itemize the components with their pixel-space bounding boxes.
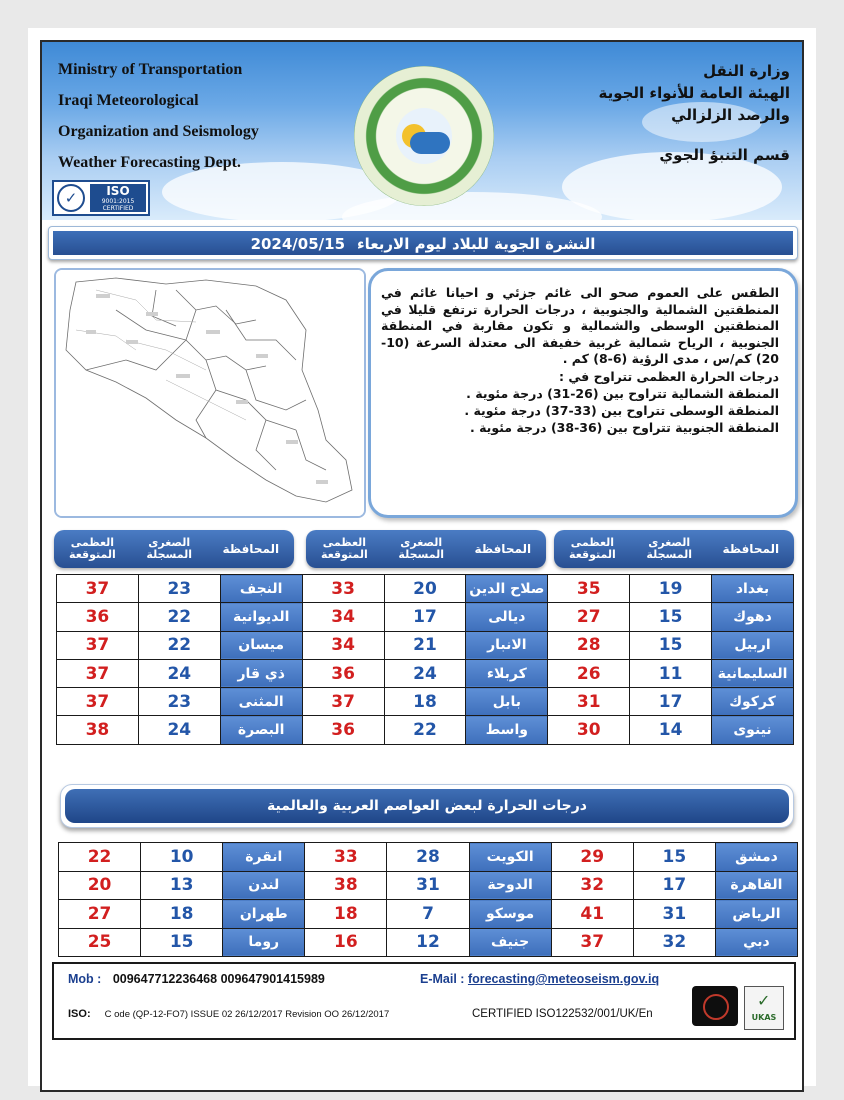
location-name: ديالى — [466, 603, 548, 631]
location-name: واسط — [466, 716, 548, 744]
max-temperature: 30 — [548, 716, 630, 744]
location-name: بغداد — [712, 575, 794, 603]
min-temperature: 23 — [138, 575, 220, 603]
max-temperature: 28 — [548, 631, 630, 659]
min-temperature: 24 — [138, 716, 220, 744]
capital-row — [59, 900, 798, 929]
iraq-map-svg — [56, 270, 364, 516]
header-min: الصغرى المسجلة — [398, 536, 444, 561]
location-name: دمشق — [715, 843, 797, 872]
max-temperature: 38 — [57, 716, 139, 744]
max-temperature: 41 — [551, 900, 633, 929]
location-name: الديوانية — [220, 603, 302, 631]
english-org-name — [58, 56, 259, 180]
province-header-group-3 — [54, 530, 294, 568]
province-row — [57, 631, 794, 659]
max-temperature: 27 — [59, 900, 141, 929]
forecast-line: درجات الحرارة العظمى تتراوح في : — [559, 368, 779, 384]
max-temperature: 37 — [57, 688, 139, 716]
location-name: اربيل — [712, 631, 794, 659]
header-province: المحافظة — [222, 542, 280, 556]
header-max: العظمى المتوقعة — [569, 536, 616, 561]
province-header-group-2 — [306, 530, 546, 568]
max-temperature: 36 — [302, 659, 384, 687]
province-temperature-table — [56, 574, 794, 745]
organization-logo — [354, 66, 494, 206]
min-temperature: 15 — [630, 631, 712, 659]
logo-weather-icon — [396, 108, 452, 164]
min-temperature: 15 — [630, 603, 712, 631]
location-name: الانبار — [466, 631, 548, 659]
max-temperature: 22 — [59, 843, 141, 872]
max-temperature: 36 — [57, 603, 139, 631]
min-temperature: 22 — [138, 603, 220, 631]
max-temperature: 18 — [305, 900, 387, 929]
province-row — [57, 688, 794, 716]
min-temperature: 22 — [384, 716, 466, 744]
min-temperature: 12 — [387, 928, 469, 957]
arabic-line: الهيئة العامة للأنواء الجوية — [598, 84, 790, 102]
english-line: Organization and Seismology — [58, 123, 259, 140]
location-name: انقرة — [223, 843, 305, 872]
location-name: طهران — [223, 900, 305, 929]
max-temperature: 27 — [548, 603, 630, 631]
certification-text: CERTIFIED ISO122532/001/UK/En — [472, 1008, 653, 1020]
capitals-title-bar — [60, 784, 794, 828]
location-name: ميسان — [220, 631, 302, 659]
max-temperature: 37 — [302, 688, 384, 716]
forecast-line: المنطقة الشمالية تتراوح بين (26-31) درجة مئوية . — [466, 385, 779, 401]
min-temperature: 17 — [630, 688, 712, 716]
arabic-line: قسم التنبؤ الجوي — [659, 146, 790, 164]
location-name: صلاح الدين — [466, 575, 548, 603]
location-name: لندن — [223, 871, 305, 900]
min-temperature: 23 — [138, 688, 220, 716]
bulletin-title: النشرة الجوية للبلاد ليوم الاربعاء — [357, 235, 596, 253]
mobile-numbers: 009647712236468 009647901415989 — [112, 972, 325, 986]
location-name: الرياض — [715, 900, 797, 929]
checkmark-icon: ✓ — [57, 184, 85, 212]
min-temperature: 7 — [387, 900, 469, 929]
iso-mark: ISO — [106, 184, 130, 198]
min-temperature: 13 — [141, 871, 223, 900]
location-name: البصرة — [220, 716, 302, 744]
max-temperature: 26 — [548, 659, 630, 687]
min-temperature: 32 — [633, 928, 715, 957]
arabic-org-name — [598, 60, 790, 166]
header-min: الصغرى المسجلة — [646, 536, 692, 561]
seismology-logo — [692, 986, 738, 1026]
capitals-title: درجات الحرارة لبعض العواصم العربية والعالمية — [65, 789, 789, 823]
location-name: الكويت — [469, 843, 551, 872]
header-max: العظمى المتوقعة — [69, 536, 116, 561]
max-temperature: 33 — [305, 843, 387, 872]
location-name: ذي قار — [220, 659, 302, 687]
english-line: Ministry of Transportation — [58, 61, 243, 78]
english-line: Weather Forecasting Dept. — [58, 154, 241, 171]
max-temperature: 29 — [551, 843, 633, 872]
min-temperature: 28 — [387, 843, 469, 872]
min-temperature: 21 — [384, 631, 466, 659]
min-temperature: 31 — [633, 900, 715, 929]
location-name: دبي — [715, 928, 797, 957]
arabic-line: والرصد الزلزالي — [671, 106, 790, 124]
capitals-temperature-table — [58, 842, 798, 957]
min-temperature: 24 — [138, 659, 220, 687]
province-row — [57, 575, 794, 603]
min-temperature: 18 — [384, 688, 466, 716]
bulletin-date: 2024/05/15 — [250, 235, 346, 253]
min-temperature: 20 — [384, 575, 466, 603]
province-row — [57, 603, 794, 631]
bulletin-title-bar — [48, 226, 798, 260]
max-temperature: 38 — [305, 871, 387, 900]
location-name: نينوى — [712, 716, 794, 744]
max-temperature: 31 — [548, 688, 630, 716]
province-row — [57, 659, 794, 687]
min-temperature: 11 — [630, 659, 712, 687]
max-temperature: 33 — [302, 575, 384, 603]
max-temperature: 25 — [59, 928, 141, 957]
header-min: الصغرى المسجلة — [146, 536, 192, 561]
min-temperature: 17 — [384, 603, 466, 631]
ukas-logo: ✓ UKAS — [744, 986, 784, 1030]
iso-certified-badge — [52, 180, 150, 216]
iso-standard: 9001:2015 — [101, 198, 135, 205]
max-temperature: 36 — [302, 716, 384, 744]
province-row — [57, 716, 794, 744]
max-temperature: 32 — [551, 871, 633, 900]
min-temperature: 19 — [630, 575, 712, 603]
footer — [52, 962, 796, 1040]
min-temperature: 15 — [633, 843, 715, 872]
iso-code-label: ISO: — [68, 1008, 91, 1020]
location-name: النجف — [220, 575, 302, 603]
email-label: E-Mail : — [420, 972, 465, 986]
max-temperature: 37 — [57, 659, 139, 687]
max-temperature: 35 — [548, 575, 630, 603]
forecast-line: المنطقة الوسطى تتراوح بين (33-37) درجة مئوية . — [464, 402, 779, 418]
min-temperature: 22 — [138, 631, 220, 659]
location-name: موسكو — [469, 900, 551, 929]
email-link[interactable]: forecasting@meteoseism.gov.iq — [467, 972, 660, 986]
header-province: المحافظة — [722, 542, 780, 556]
min-temperature: 14 — [630, 716, 712, 744]
max-temperature: 16 — [305, 928, 387, 957]
min-temperature: 18 — [141, 900, 223, 929]
capital-row — [59, 871, 798, 900]
max-temperature: 34 — [302, 603, 384, 631]
province-header-group-1 — [554, 530, 794, 568]
forecast-text-box — [368, 268, 798, 518]
capital-row — [59, 843, 798, 872]
min-temperature: 31 — [387, 871, 469, 900]
iso-code-text: C ode (QP-12-FO7) ISSUE 02 26/12/2017 Revision OO 26/12/2017 — [104, 1009, 390, 1020]
min-temperature: 24 — [384, 659, 466, 687]
forecast-paragraph: الطقس على العموم صحو الى غائم جزئي و احيانا غائم في المنطقتين الشمالية والجنوبية ، درجات الحرارة ترتفع قليلا في المنطقتين الوسطى والشمالية و تكون مقاربة في المنطقة الجنوبية ، الرياح شمالية غربية خفيفة الى معتدلة السرعة (10-20) كم/س ، مدى الرؤية (6-8) كم . — [381, 285, 779, 366]
location-name: كركوك — [712, 688, 794, 716]
header-province: المحافظة — [474, 542, 532, 556]
max-temperature: 37 — [57, 575, 139, 603]
header-banner — [42, 42, 802, 220]
location-name: كربلاء — [466, 659, 548, 687]
mobile-contact — [68, 972, 325, 986]
location-name: المثنى — [220, 688, 302, 716]
forecast-line: المنطقة الجنوبية تتراوح بين (36-38) درجة مئوية . — [469, 419, 779, 435]
location-name: جنيف — [469, 928, 551, 957]
max-temperature: 37 — [57, 631, 139, 659]
mobile-label: Mob : — [68, 972, 102, 986]
english-line: Iraqi Meteorological — [58, 92, 199, 109]
location-name: روما — [223, 928, 305, 957]
max-temperature: 20 — [59, 871, 141, 900]
max-temperature: 37 — [551, 928, 633, 957]
min-temperature: 15 — [141, 928, 223, 957]
iso-document-code — [68, 1008, 389, 1020]
location-name: الدوحة — [469, 871, 551, 900]
email-contact — [420, 972, 659, 986]
iraq-map — [54, 268, 366, 518]
location-name: دهوك — [712, 603, 794, 631]
location-name: السليمانية — [712, 659, 794, 687]
min-temperature: 17 — [633, 871, 715, 900]
cloud-icon — [410, 132, 450, 154]
min-temperature: 10 — [141, 843, 223, 872]
location-name: القاهرة — [715, 871, 797, 900]
max-temperature: 34 — [302, 631, 384, 659]
header-max: العظمى المتوقعة — [321, 536, 368, 561]
iso-label: CERTIFIED — [102, 205, 134, 212]
capital-row — [59, 928, 798, 957]
arabic-line: وزارة النقل — [703, 62, 790, 80]
location-name: بابل — [466, 688, 548, 716]
